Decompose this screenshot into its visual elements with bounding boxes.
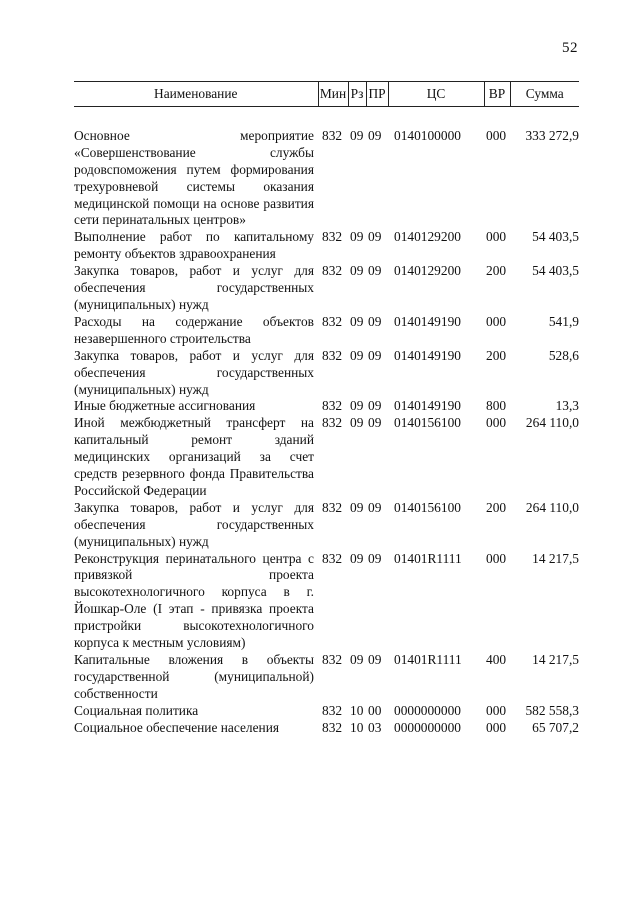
row-min: 832 <box>322 229 343 245</box>
row-cs: 0140129200 <box>394 229 461 245</box>
row-pr: 09 <box>368 398 382 414</box>
header-min: Мин <box>318 82 348 107</box>
row-pr: 00 <box>368 702 382 718</box>
row-rz: 09 <box>350 550 364 566</box>
row-vr: 000 <box>486 313 507 329</box>
row-rz: 09 <box>350 398 364 414</box>
row-name: Выполнение работ по капитальному ремонту объектов здравоохранения <box>74 229 314 262</box>
row-sum: 541,9 <box>548 313 579 329</box>
row-name: Расходы на содержание объектов незавершенного строительства <box>74 313 314 346</box>
row-pr: 09 <box>368 499 382 515</box>
row-rz: 10 <box>350 702 364 718</box>
row-vr: 400 <box>486 652 507 667</box>
row-pr: 09 <box>368 127 382 143</box>
row-cs: 0140156100 <box>394 415 461 431</box>
row-pr: 09 <box>368 347 382 363</box>
row-rz: 09 <box>350 263 364 279</box>
row-vr: 000 <box>486 719 507 735</box>
row-vr: 200 <box>486 263 507 279</box>
header-cs: ЦС <box>388 82 484 107</box>
table-row <box>74 314 579 348</box>
row-name: Капитальные вложения в объекты государственной (муниципальной) собственности <box>74 652 314 701</box>
row-sum: 14 217,5 <box>532 550 579 566</box>
table-row <box>74 348 579 399</box>
row-min: 832 <box>322 719 343 735</box>
row-cs: 01401R1111 <box>394 550 462 566</box>
header-rz: Рз <box>348 82 366 107</box>
header-vr: ВР <box>484 82 510 107</box>
row-sum: 65 707,2 <box>532 719 579 735</box>
row-name: Иной межбюджетный трансферт на капитальный ремонт зданий медицинских организаций за счет средств резервного фонда Правительства Российской Федерации <box>74 415 314 498</box>
row-vr: 000 <box>486 415 507 431</box>
row-cs: 0000000000 <box>394 719 461 735</box>
header-name: Наименование <box>74 82 318 107</box>
table-header <box>74 82 579 107</box>
row-rz: 09 <box>350 652 364 667</box>
row-min: 832 <box>322 702 343 718</box>
row-cs: 0140149190 <box>394 398 461 414</box>
row-sum: 14 217,5 <box>532 652 579 667</box>
header-pr: ПР <box>366 82 388 107</box>
table-row <box>74 128 579 229</box>
table-row <box>74 398 579 415</box>
row-vr: 200 <box>486 347 507 363</box>
budget-table <box>74 81 579 737</box>
header-sum: Сумма <box>510 82 579 107</box>
row-sum: 54 403,5 <box>532 229 579 245</box>
table-row <box>74 263 579 314</box>
row-rz: 09 <box>350 347 364 363</box>
page-number: 52 <box>562 40 578 56</box>
row-cs: 0140149190 <box>394 313 461 329</box>
row-cs: 0140100000 <box>394 127 461 143</box>
row-sum: 528,6 <box>548 347 579 363</box>
row-pr: 09 <box>368 652 382 667</box>
row-pr: 09 <box>368 415 382 431</box>
table-row <box>74 415 579 500</box>
table-row <box>74 551 579 652</box>
row-min: 832 <box>322 127 343 143</box>
row-name: Закупка товаров, работ и услуг для обеспечения государственных (муниципальных) нужд <box>74 347 314 397</box>
row-pr: 09 <box>368 550 382 566</box>
row-name: Иные бюджетные ассигнования <box>74 398 256 414</box>
row-sum: 54 403,5 <box>532 263 579 279</box>
row-rz: 10 <box>350 719 364 735</box>
budget-table-container <box>74 81 579 737</box>
row-cs: 0140129200 <box>394 263 461 279</box>
row-sum: 582 558,3 <box>525 702 579 718</box>
row-cs: 0140149190 <box>394 347 461 363</box>
table-row <box>74 720 579 737</box>
row-vr: 200 <box>486 499 507 515</box>
row-name: Социальное обеспечение населения <box>74 719 280 735</box>
row-name: Закупка товаров, работ и услуг для обеспечения государственных (муниципальных) нужд <box>74 263 314 312</box>
row-vr: 800 <box>486 398 507 414</box>
row-min: 832 <box>322 398 343 414</box>
row-sum: 333 272,9 <box>525 127 579 143</box>
row-vr: 000 <box>486 127 507 143</box>
row-name: Основное мероприятие «Совершенствование службы родовспоможения путем формирования трехуровневой системы оказания медицинской помощи на основе развития сети перинатальных центров» <box>74 127 314 228</box>
table-body <box>74 106 579 736</box>
row-name: Реконструкция перинатального центра с привязкой проекта высокотехнологичного корпуса в г. Йошкар-Оле (I этап - привязка проекта пристройки высокотехнологичного корпуса к местным условиям) <box>74 550 314 651</box>
row-rz: 09 <box>350 229 364 245</box>
row-sum: 13,3 <box>555 398 579 414</box>
row-rz: 09 <box>350 313 364 329</box>
row-rz: 09 <box>350 499 364 515</box>
row-cs: 0140156100 <box>394 499 461 515</box>
table-row <box>74 703 579 720</box>
row-name: Социальная политика <box>74 702 199 718</box>
row-sum: 264 110,0 <box>525 499 579 515</box>
table-row <box>74 500 579 551</box>
row-rz: 09 <box>350 415 364 431</box>
row-pr: 03 <box>368 719 382 735</box>
row-min: 832 <box>322 347 343 363</box>
row-cs: 01401R1111 <box>394 652 462 667</box>
row-min: 832 <box>322 415 343 431</box>
row-vr: 000 <box>486 550 507 566</box>
row-sum: 264 110,0 <box>525 415 579 431</box>
row-min: 832 <box>322 499 343 515</box>
row-min: 832 <box>322 550 343 566</box>
row-min: 832 <box>322 313 343 329</box>
table-row <box>74 229 579 263</box>
row-vr: 000 <box>486 702 507 718</box>
row-pr: 09 <box>368 263 382 279</box>
row-name: Закупка товаров, работ и услуг для обеспечения государственных (муниципальных) нужд <box>74 499 314 549</box>
row-cs: 0000000000 <box>394 702 461 718</box>
row-min: 832 <box>322 263 343 279</box>
row-vr: 000 <box>486 229 507 245</box>
row-min: 832 <box>322 652 343 667</box>
row-pr: 09 <box>368 229 382 245</box>
row-pr: 09 <box>368 313 382 329</box>
table-row <box>74 652 579 703</box>
row-rz: 09 <box>350 127 364 143</box>
